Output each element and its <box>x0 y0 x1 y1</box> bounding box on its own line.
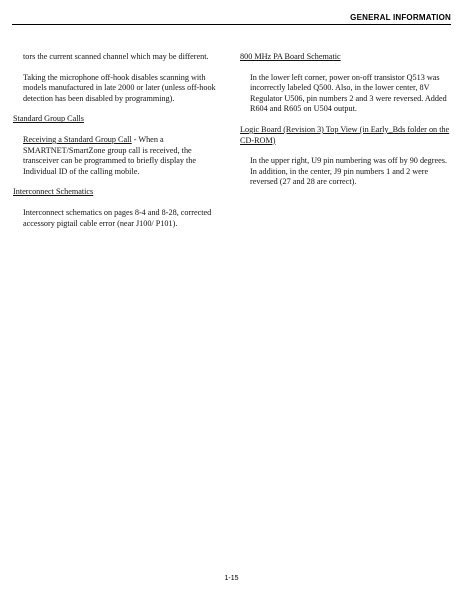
logic-board-paragraph: In the upper right, U9 pin numbering was off by 90 degrees. In addition, in the center, J9 pin numbers 1 and 2 were reversed (27 and 28 are correct). <box>250 156 447 187</box>
section-header: GENERAL INFORMATION <box>350 13 451 22</box>
header-rule <box>12 24 451 25</box>
left-column <box>13 52 227 239</box>
right-column <box>240 52 452 198</box>
logic-board-heading: Logic Board (Revision 3) Top View (in Early_Bds folder on the CD-ROM) <box>240 124 450 145</box>
group-call-body: - When a SMARTNET/SmartZone group call is received, the transceiver can be programmed to briefly display the Individual ID of the calling mobile. <box>23 134 197 176</box>
group-call-inline-heading: Receiving a Standard Group Call <box>23 134 132 144</box>
standard-group-calls-heading: Standard Group Calls <box>13 114 84 124</box>
page-number: 1-15 <box>224 575 239 582</box>
continued-paragraph: tors the current scanned channel which may be different. <box>23 52 209 61</box>
off-hook-paragraph: Taking the microphone off-hook disables scanning with models manufactured in late 2000 or later (unless off-hook detection has been disabled by programming). <box>23 72 216 103</box>
pa-board-heading: 800 MHz PA Board Schematic <box>240 52 341 61</box>
interconnect-schematics-heading: Interconnect Schematics <box>13 187 94 197</box>
group-call-paragraph <box>23 135 227 177</box>
pa-board-paragraph: In the lower left corner, power on-off transistor Q513 was incorrectly labeled Q500. Also, in the lower center, 8V Regulator U506, pin numbers 2 and 3 were reversed. Added R604 and R605 on U504 output. <box>250 72 447 114</box>
interconnect-paragraph: Interconnect schematics on pages 8-4 and 8-28, corrected accessory pigtail cable error (near J100/ P101). <box>23 207 212 228</box>
